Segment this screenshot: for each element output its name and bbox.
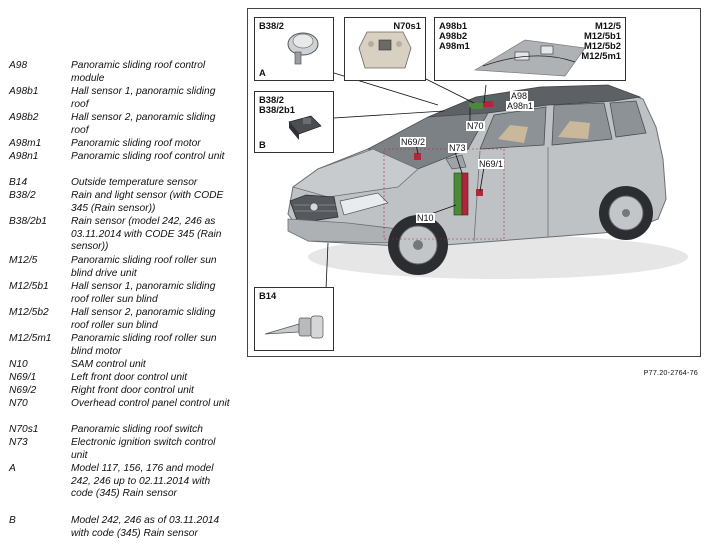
legend-desc: Hall sensor 1, panoramic sliding roof roller sun blind xyxy=(71,281,216,305)
inset-b38-2b1 xyxy=(254,91,334,153)
legend-desc: Hall sensor 2, panoramic sliding roof xyxy=(71,112,216,136)
legend-code: N70s1 xyxy=(9,424,39,435)
rain-light-sensor-icon xyxy=(255,18,333,80)
legend-code: N73 xyxy=(9,437,28,448)
inset-n70s1 xyxy=(344,17,426,81)
legend-desc: Model 117, 156, 176 and model 242, 246 up to 02.11.2014 with code (345) Rain sensor xyxy=(71,463,214,500)
callout-a98n1: A98n1 xyxy=(507,101,534,111)
legend-code: B14 xyxy=(9,177,28,188)
legend-desc: Model 242, 246 as of 03.11.2014 with code (345) Rain sensor xyxy=(71,515,220,539)
inset-label: M12/5m1 xyxy=(581,50,621,61)
rain-sensor-icon xyxy=(255,92,333,152)
legend-desc: Panoramic sliding roof roller sun blind drive unit xyxy=(71,255,217,279)
legend-desc: Hall sensor 1, panoramic sliding roof xyxy=(71,86,216,110)
legend-desc: Panoramic sliding roof switch xyxy=(71,424,203,435)
legend-desc: Electronic ignition switch control unit xyxy=(71,437,216,461)
callout-n73: N73 xyxy=(449,143,466,153)
component-location-diagram xyxy=(247,8,701,357)
legend-desc: Left front door control unit xyxy=(71,372,188,383)
legend-code: M12/5 xyxy=(9,255,38,266)
callout-a98: A98 xyxy=(511,91,528,101)
legend-desc: Right front door control unit xyxy=(71,385,194,396)
legend-code: A98n1 xyxy=(9,151,39,162)
legend-desc: Hall sensor 2, panoramic sliding roof roller sun blind xyxy=(71,307,216,331)
inset-label: B14 xyxy=(259,290,277,301)
inset-label: A98m1 xyxy=(439,40,470,51)
callout-n69-2: N69/2 xyxy=(401,137,426,147)
legend-code: N69/1 xyxy=(9,372,37,383)
legend-code: A98 xyxy=(9,60,28,71)
legend-desc: Rain and light sensor (with CODE 345 (Rain sensor)) xyxy=(71,190,224,214)
overhead-switch-icon xyxy=(345,18,425,80)
legend-desc: Overhead control panel control unit xyxy=(71,398,230,409)
legend-code: B xyxy=(9,515,16,526)
inset-label: A98b1 xyxy=(439,20,468,31)
inset-label: B38/2 xyxy=(259,20,285,31)
inset-label: B38/2b1 xyxy=(259,104,295,115)
legend-code: N70 xyxy=(9,398,28,409)
inset-b14 xyxy=(254,287,334,351)
legend-code: A98b1 xyxy=(9,86,39,97)
inset-label: M12/5b2 xyxy=(584,40,621,51)
legend-code: A98m1 xyxy=(9,138,42,149)
inset-b38-2 xyxy=(254,17,334,81)
temperature-sensor-icon xyxy=(255,288,333,350)
inset-label: B38/2 xyxy=(259,94,285,105)
legend-desc: Panoramic sliding roof control unit xyxy=(71,151,225,162)
inset-corner-letter: A xyxy=(259,66,266,78)
legend-code: B38/2b1 xyxy=(9,216,47,227)
legend-desc: Outside temperature sensor xyxy=(71,177,198,188)
legend-desc: Panoramic sliding roof control module xyxy=(71,60,206,84)
inset-label: A98b2 xyxy=(439,30,468,41)
inset-sliding-roof-module xyxy=(434,17,626,81)
legend-code: A xyxy=(9,463,16,474)
inset-label: M12/5b1 xyxy=(584,30,621,41)
legend-desc: Rain sensor (model 242, 246 as 03.11.2014 with CODE 345 (Rain sensor)) xyxy=(71,216,222,253)
callout-n70: N70 xyxy=(467,121,484,131)
inset-label: N70s1 xyxy=(393,20,421,31)
legend-desc: SAM control unit xyxy=(71,359,146,370)
inset-corner-letter: B xyxy=(259,138,266,150)
legend-code: B38/2 xyxy=(9,190,36,201)
legend xyxy=(0,0,240,558)
roof-module-icon xyxy=(435,18,625,80)
legend-code: M12/5b1 xyxy=(9,281,49,292)
figure-reference: P77.20-2764-76 xyxy=(643,368,698,377)
legend-code: M12/5b2 xyxy=(9,307,49,318)
callout-n69-1: N69/1 xyxy=(479,159,504,169)
inset-label: M12/5 xyxy=(594,20,621,31)
callout-n10: N10 xyxy=(417,213,434,223)
legend-code: N10 xyxy=(9,359,28,370)
legend-code: N69/2 xyxy=(9,385,37,396)
legend-code: A98b2 xyxy=(9,112,39,123)
legend-desc: Panoramic sliding roof roller sun blind motor xyxy=(71,333,217,357)
legend-desc: Panoramic sliding roof motor xyxy=(71,138,201,149)
legend-code: M12/5m1 xyxy=(9,333,52,344)
